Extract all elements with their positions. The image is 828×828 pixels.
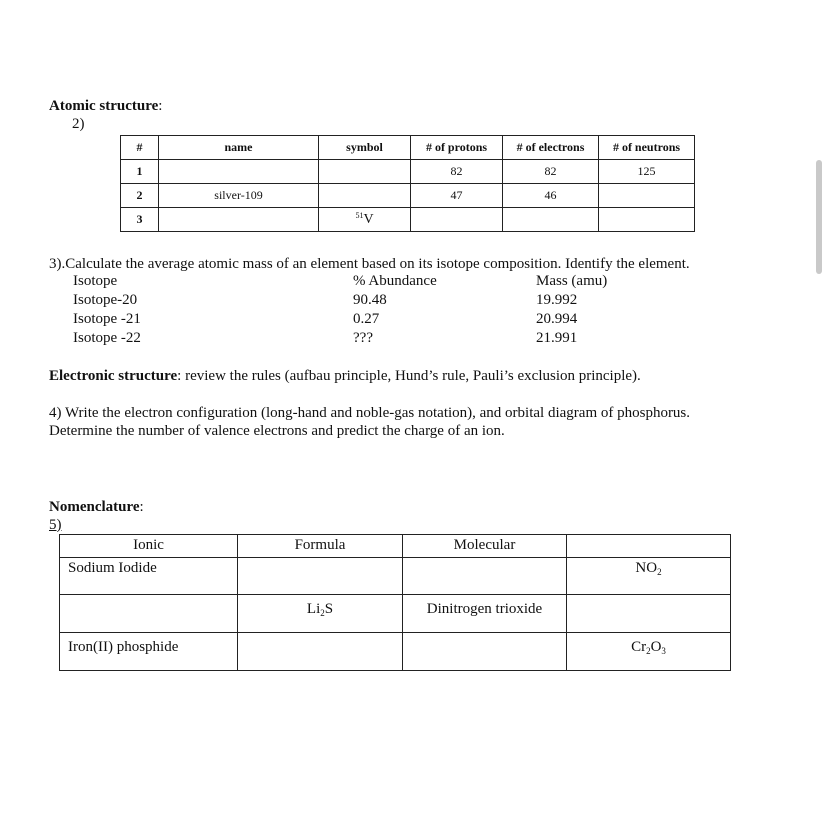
question-2-number: 2) [72,116,85,132]
nomenclature-header-row [60,535,731,558]
atomic-structure-colon: : [158,98,163,114]
row-neutrons [599,208,695,232]
row-name [159,208,319,232]
row-symbol [319,184,411,208]
row-electrons [503,208,599,232]
nomenclature-heading [49,499,144,516]
row-electrons: 82 [503,160,599,184]
header-ionic: Ionic [60,535,238,558]
isotope-mass: 20.994 [536,311,578,327]
question-4-line1: 4) Write the electron configuration (long-hand and noble-gas notation), and orbital diagram of phosphorus. [49,405,691,421]
row-neutrons [599,184,695,208]
scrollbar[interactable] [816,160,822,274]
electronic-structure-title: Electronic structure [49,368,178,384]
isotope-name: Isotope -21 [73,311,141,327]
ionic-name [60,595,238,633]
header-name: name [159,136,319,160]
table-row [60,633,731,671]
isotope-mass: 19.992 [536,292,578,308]
header-formula: Formula [238,535,403,558]
isotope-mass: 21.991 [536,330,578,346]
header-electrons: # of electrons [503,136,599,160]
ionic-name: Iron(II) phosphide [60,633,238,671]
header-protons: # of protons [411,136,503,160]
nomenclature-colon: : [139,499,144,515]
atomic-structure-title: Atomic structure [49,98,159,114]
question-5-number: 5) [49,517,62,533]
header-symbol: symbol [319,136,411,160]
table-row [121,160,695,184]
electronic-structure-text: : review the rules (aufbau principle, Hund’s rule, Pauli’s exclusion principle). [177,368,641,384]
ionic-formula [238,633,403,671]
row-number: 2 [121,184,159,208]
ionic-formula: $Li_2S$ [238,595,403,633]
molecular-formula [567,595,731,633]
header-neutrons: # of neutrons [599,136,695,160]
row-electrons: 46 [503,184,599,208]
header-formula-2 [567,535,731,558]
row-neutrons: 125 [599,160,695,184]
question-4-line2: Determine the number of valence electrons and predict the charge of an ion. [49,423,505,439]
question-3-prompt: 3).Calculate the average atomic mass of an element based on its isotope composition. Identify the element. [49,256,690,272]
isotope-name: Isotope-20 [73,292,138,308]
table-header-row [121,136,695,160]
table-row [60,595,731,633]
abundance-header: % Abundance [353,273,437,289]
row-number: 1 [121,160,159,184]
isotope-abundance: 0.27 [353,311,380,327]
table-row [121,184,695,208]
ionic-name: Sodium Iodide [60,558,238,595]
isotope-name: Isotope -22 [73,330,141,346]
row-name: silver-109 [159,184,319,208]
nomenclature-title: Nomenclature [49,499,140,515]
header-number: # [121,136,159,160]
electronic-structure-line [49,368,641,385]
row-protons: 82 [411,160,503,184]
row-number: 3 [121,208,159,232]
isotope-abundance: 90.48 [353,292,387,308]
nomenclature-table [59,534,731,671]
mass-header: Mass (amu) [536,273,608,289]
molecular-formula: $NO_2$ [567,558,731,595]
ionic-formula [238,558,403,595]
molecular-name [403,633,567,671]
table-row [121,208,695,232]
row-protons [411,208,503,232]
molecular-formula: $Cr_2O_3$ [567,633,731,671]
isotope-abundance: ??? [353,330,373,346]
table-row [60,558,731,595]
row-symbol [319,160,411,184]
isotope-header: Isotope [73,273,118,289]
atomic-structure-table [120,135,695,232]
molecular-name: Dinitrogen trioxide [403,595,567,633]
atomic-structure-heading [49,98,162,115]
row-symbol: $^{51}$V [319,208,411,232]
row-name [159,160,319,184]
header-molecular: Molecular [403,535,567,558]
row-protons: 47 [411,184,503,208]
molecular-name [403,558,567,595]
